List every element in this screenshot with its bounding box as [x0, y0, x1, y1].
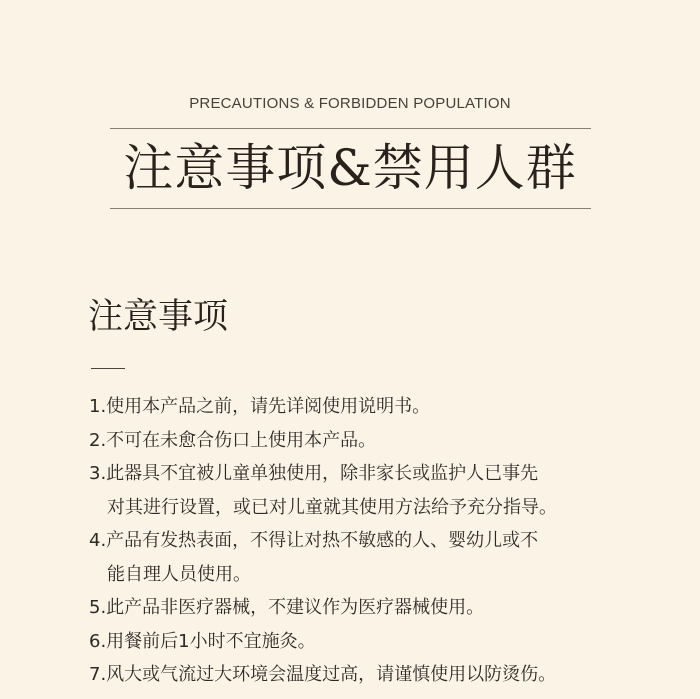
list-item-text: 7.风大或气流过大环境会温度过高，请谨慎使用以防烫伤。	[89, 664, 557, 685]
list-item	[89, 524, 669, 591]
list-item-text: 1.使用本产品之前，请先详阅使用说明书。	[89, 396, 431, 417]
list-item-text: 6.用餐前后1小时不宜施灸。	[89, 630, 316, 652]
title-top-rule	[110, 128, 591, 129]
list-item-text: 4.产品有发热表面，不得让对热不敏感的人、婴幼儿或不	[89, 530, 539, 551]
list-item	[89, 591, 669, 625]
list-item-continuation: 对其进行设置，或已对儿童就其使用方法给予充分指导。	[107, 496, 557, 518]
title-bottom-rule	[110, 208, 591, 209]
list-item	[89, 424, 669, 458]
english-subtitle: PRECAUTIONS & FORBIDDEN POPULATION	[189, 95, 511, 112]
section-divider	[91, 368, 125, 369]
page-title: 注意事项&禁用人群	[123, 139, 577, 197]
precautions-list	[89, 390, 669, 692]
list-item-text: 5.此产品非医疗器械，不建议作为医疗器械使用。	[89, 597, 485, 618]
section-title: 注意事项	[88, 297, 229, 337]
list-item	[89, 390, 669, 424]
list-item	[89, 658, 669, 692]
list-item-text: 3.此器具不宜被儿童单独使用，除非家长或监护人已事先	[89, 463, 539, 484]
list-item-continuation: 能自理人员使用。	[107, 563, 251, 585]
list-item	[89, 457, 669, 524]
list-item	[89, 625, 669, 659]
list-item-text: 2.不可在未愈合伤口上使用本产品。	[89, 429, 377, 451]
